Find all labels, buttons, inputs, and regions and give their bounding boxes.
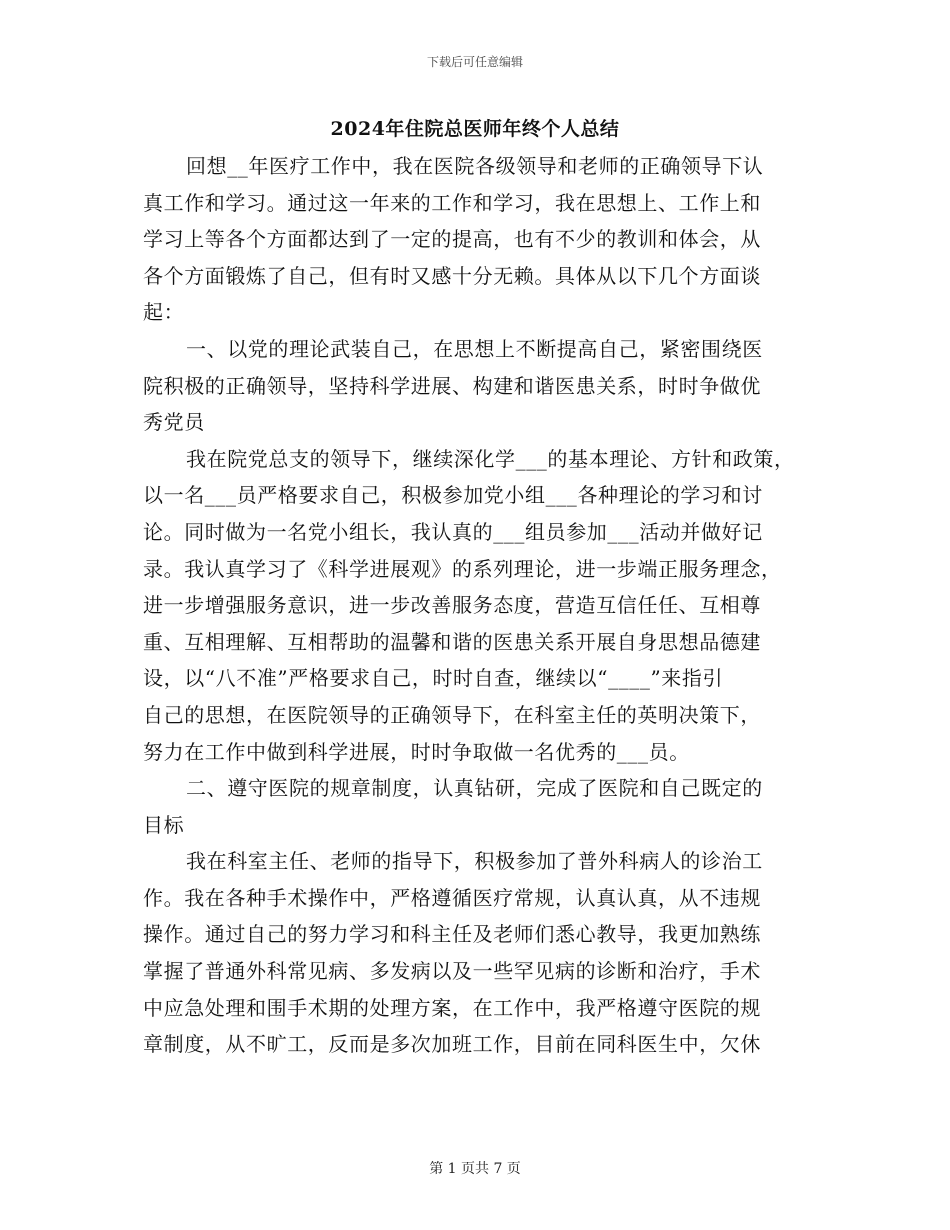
body-line: 以一名___员严格要求自己，积极参加党小组___各种理论的学习和讨	[143, 483, 763, 508]
body-line: 回想__年医疗工作中，我在医院各级领导和老师的正确领导下认	[186, 154, 764, 178]
body-line: 我在科室主任、老师的指导下，积极参加了普外科病人的诊治工	[186, 849, 763, 874]
body-line: 自己的思想，在医院领导的正确领导下，在科室主任的英明决策下，	[143, 702, 761, 727]
page-footer: 第 1 页共 7 页	[429, 1161, 521, 1177]
body-line: 真工作和学习。通过这一年来的工作和学习，我在思想上、工作上和	[143, 190, 761, 215]
body-line: 掌握了普通外科常见病、多发病以及一些罕见病的诊断和治疗，手术	[143, 959, 761, 984]
document-body	[143, 148, 805, 1063]
section-heading-line: 一、以党的理论武装自己，在思想上不断提高自己，紧密围绕医	[186, 336, 763, 361]
header-note: 下载后可任意编辑	[426, 55, 523, 69]
body-line: 努力在工作中做到科学进展，时时争取做一名优秀的___员。	[143, 739, 690, 764]
body-line: 作。我在各种手术操作中，严格遵循医疗常规，认真认真，从不违规	[143, 885, 761, 910]
section-heading-line: 院积极的正确领导，坚持科学进展、构建和谐医患关系，时时争做优	[143, 373, 761, 398]
body-line: 进一步增强服务意识，进一步改善服务态度，营造互信任任、互相尊	[143, 593, 761, 618]
body-line: 录。我认真学习了《科学进展观》的系列理论，进一步端正服务理念，	[143, 556, 782, 581]
body-line: 章制度，从不旷工，反而是多次加班工作，目前在同科医生中，欠休	[143, 1032, 761, 1057]
section-heading-line: 秀党员	[143, 410, 205, 435]
body-line: 各个方面锻炼了自己，但有时又感十分无赖。具体从以下几个方面谈	[143, 263, 761, 288]
section-heading-line: 目标	[143, 812, 185, 837]
body-line: 重、互相理解、互相帮助的温馨和谐的医患关系开展自身思想品德建	[143, 629, 761, 654]
section-heading-line: 二、遵守医院的规章制度，认真钻研，完成了医院和自己既定的	[186, 776, 763, 801]
body-line: 起：	[143, 300, 185, 325]
document-title: 2024年住院总医师年终个人总结	[330, 118, 620, 140]
body-line: 论。同时做为一名党小组长，我认真的___组员参加___活动并做好记	[143, 519, 763, 544]
body-line: 学习上等各个方面都达到了一定的提高，也有不少的教训和体会，从	[143, 227, 761, 252]
body-line: 中应急处理和围手术期的处理方案，在工作中，我严格遵守医院的规	[143, 995, 761, 1020]
body-line: 操作。通过自己的努力学习和科主任及老师们悉心教导，我更加熟练	[143, 922, 761, 947]
body-line: 设，以“八不准”严格要求自己，时时自查，继续以“____”来指引	[143, 666, 724, 691]
body-line: 我在院党总支的领导下，继续深化学___的基本理论、方针和政策，	[186, 446, 795, 471]
